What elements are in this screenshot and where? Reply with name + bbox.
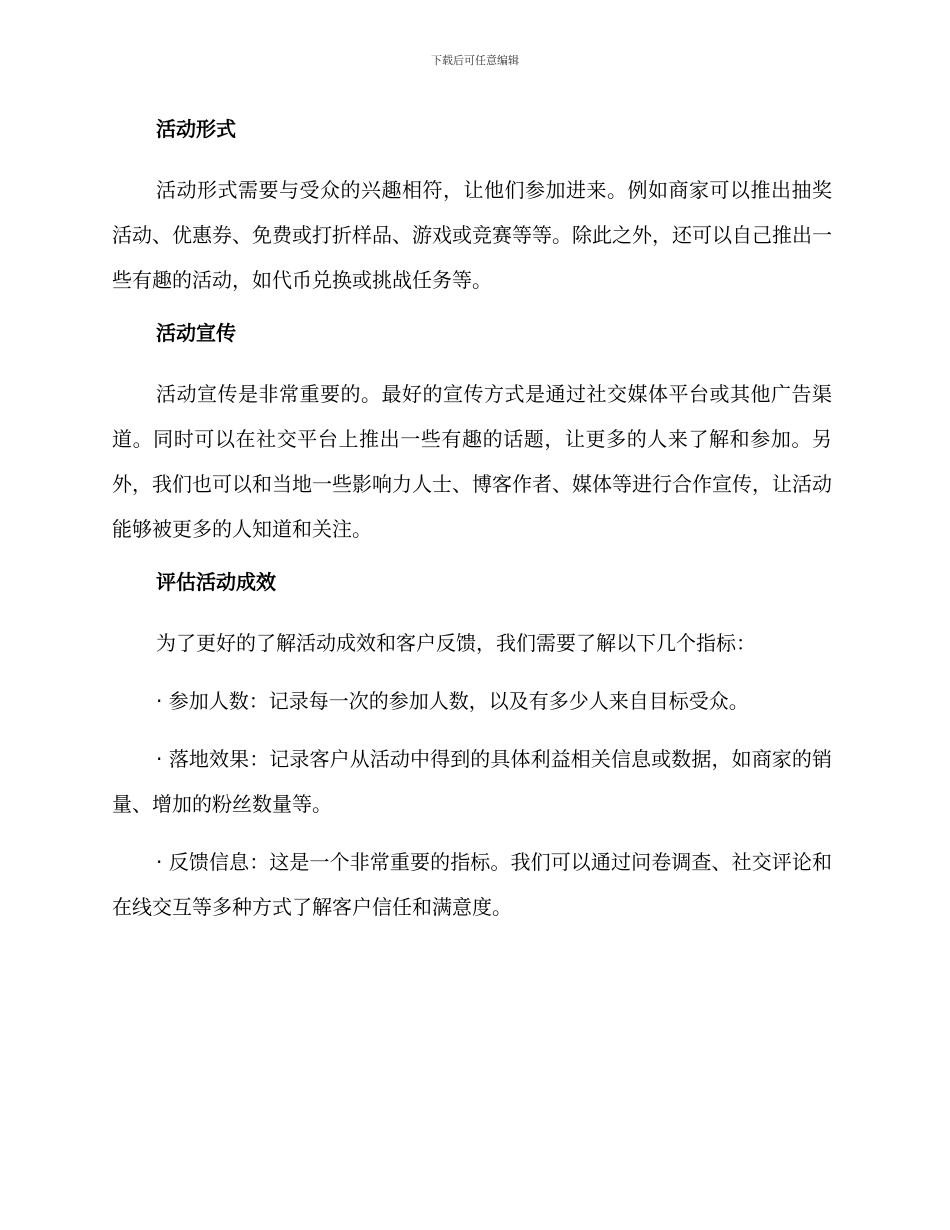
header-note: 下载后可任意编辑 <box>431 54 519 67</box>
section-heading-evaluate-results: 评估活动成效 <box>156 570 276 594</box>
section-intro-evaluate-results: 为了更好的了解活动成效和客户反馈，我们需要了解以下几个指标： <box>156 631 756 655</box>
section-heading-activity-form: 活动形式 <box>156 117 236 141</box>
section-body-activity-promotion: 活动宣传是非常重要的。最好的宣传方式是通过社交媒体平台或其他广告渠道。同时可以在社交平台上推出一些有趣的话题，让更多的人来了解和参加。另外，我们也可以和当地一些影响力人士、博客作者、媒体等进行合作宣传，让活动能够被更多的人知道和关注。 <box>112 382 832 541</box>
document-content <box>112 112 832 943</box>
section-body-activity-form: 活动形式需要与受众的兴趣相符，让他们参加进来。例如商家可以推出抽奖活动、优惠券、免费或打折样品、游戏或竞赛等等。除此之外，还可以自己推出一些有趣的活动，如代币兑换或挑战任务等。 <box>112 178 832 292</box>
section-heading-activity-promotion: 活动宣传 <box>156 321 236 345</box>
bullet-item-feedback: · 反馈信息：这是一个非常重要的指标。我们可以通过问卷调查、社交评论和在线交互等多种方式了解客户信任和满意度。 <box>112 850 832 919</box>
bullet-item-landing-effect: · 落地效果：记录客户从活动中得到的具体利益相关信息或数据，如商家的销量、增加的粉丝数量等。 <box>112 747 832 816</box>
bullet-item-participants: · 参加人数：记录每一次的参加人数，以及有多少人来自目标受众。 <box>156 689 749 713</box>
